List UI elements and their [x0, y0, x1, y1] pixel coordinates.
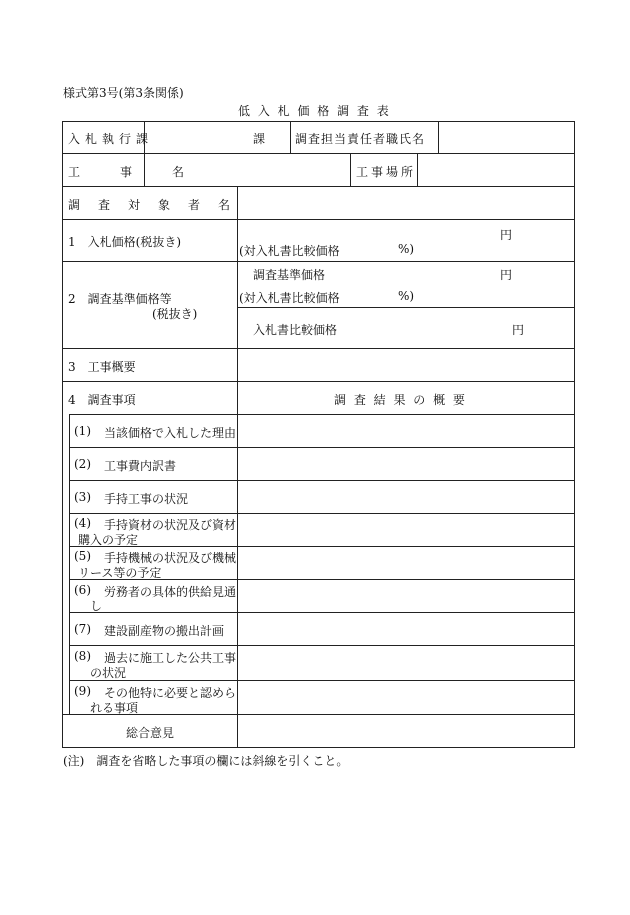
table-line [290, 121, 291, 153]
standard-price-yen: 円 [500, 268, 513, 282]
execution-dept-field[interactable] [144, 121, 290, 153]
table-line [62, 261, 574, 262]
survey-item-num: (4) [74, 516, 91, 530]
table-line [62, 381, 574, 382]
survey-target-label: 調査対象者名 [68, 198, 249, 212]
overall-opinion-field[interactable] [238, 714, 574, 747]
project-location-field[interactable] [418, 153, 574, 186]
survey-result-field[interactable] [238, 579, 574, 612]
overall-opinion-label: 総合意見 [126, 726, 175, 740]
survey-result-field[interactable] [238, 645, 574, 680]
survey-result-field[interactable] [238, 480, 574, 513]
survey-item-text-cont: リース等の予定 [78, 566, 162, 580]
table-line [574, 121, 575, 748]
ka-label: 課 [253, 132, 266, 146]
form-title: 低 入 札 価 格 調 査 表 [238, 104, 391, 118]
survey-result-field[interactable] [238, 447, 574, 480]
survey-item-num: (1) [74, 424, 91, 438]
compare-price-yen: 円 [512, 323, 525, 337]
person-in-charge-field[interactable] [439, 121, 574, 153]
survey-item-text: その他特に必要と認めら [104, 686, 237, 700]
table-line [237, 307, 574, 308]
survey-item-num: (8) [74, 649, 91, 663]
table-line [62, 219, 574, 220]
standard-price-label: 2 調査基準価格等 [68, 292, 172, 306]
survey-item-num: (6) [74, 583, 91, 597]
table-line [62, 121, 63, 748]
survey-item-num: (9) [74, 684, 91, 698]
table-line [350, 153, 351, 186]
survey-item-text-cont: の状況 [90, 666, 127, 680]
standard-price-tax-note: (税抜き) [152, 307, 198, 321]
compare-price-label: 入札書比較価格 [253, 323, 338, 337]
survey-item-text: 手持資材の状況及び資材 [104, 518, 237, 532]
survey-item-text-cont: し [90, 599, 103, 613]
footnote: (注) 調査を省略した事項の欄には斜線を引くこと。 [63, 754, 349, 768]
execution-dept-label: 入札執行課 [68, 132, 154, 146]
survey-result-field[interactable] [238, 546, 574, 579]
form-number: 様式第3号(第3条関係) [63, 86, 184, 100]
person-in-charge-label: 調査担当責任者職氏名 [295, 132, 426, 146]
survey-item-num: (7) [74, 622, 91, 636]
survey-result-field[interactable] [238, 612, 574, 645]
survey-item-num: (5) [74, 549, 91, 563]
survey-item-text: 手持機械の状況及び機械 [104, 551, 237, 565]
survey-item-text: 工事費内訳書 [104, 459, 177, 473]
project-name-field[interactable] [145, 153, 350, 186]
project-location-label: 工事場所 [356, 165, 417, 179]
survey-item-text: 労務者の具体的供給見通 [104, 585, 237, 599]
bid-ratio-label: (対入札書比較価格 [239, 244, 340, 258]
survey-item-text: 手持工事の状況 [104, 492, 189, 506]
survey-item-text-cont: 購入の予定 [78, 533, 139, 547]
survey-item-text: 当該価格で入札した理由 [104, 426, 237, 440]
project-overview-label: 3 工事概要 [68, 360, 136, 374]
survey-target-field[interactable] [238, 186, 574, 219]
project-overview-field[interactable] [238, 348, 574, 381]
standard-ratio-pct: %) [398, 289, 415, 303]
survey-result-field[interactable] [238, 680, 574, 714]
table-line [69, 414, 70, 714]
survey-result-heading: 調 査 結 果 の 概 要 [334, 393, 467, 407]
bid-price-yen: 円 [500, 228, 513, 242]
table-line [62, 747, 574, 748]
survey-item-num: (2) [74, 457, 91, 471]
bid-price-label: 1 入札価格(税抜き) [68, 235, 181, 249]
survey-items-label: 4 調査事項 [68, 393, 136, 407]
standard-price-sub-label: 調査基準価格 [253, 268, 326, 282]
survey-result-field[interactable] [238, 414, 574, 447]
standard-ratio-label: (対入札書比較価格 [239, 291, 340, 305]
survey-item-text-cont: れる事項 [90, 701, 139, 715]
survey-item-num: (3) [74, 490, 91, 504]
survey-result-field[interactable] [238, 513, 574, 546]
project-name-label: 工 事 名 [68, 165, 199, 179]
survey-item-text: 過去に施工した公共工事 [104, 651, 237, 665]
bid-ratio-pct: %) [398, 242, 415, 256]
survey-item-text: 建設副産物の搬出計画 [104, 624, 225, 638]
